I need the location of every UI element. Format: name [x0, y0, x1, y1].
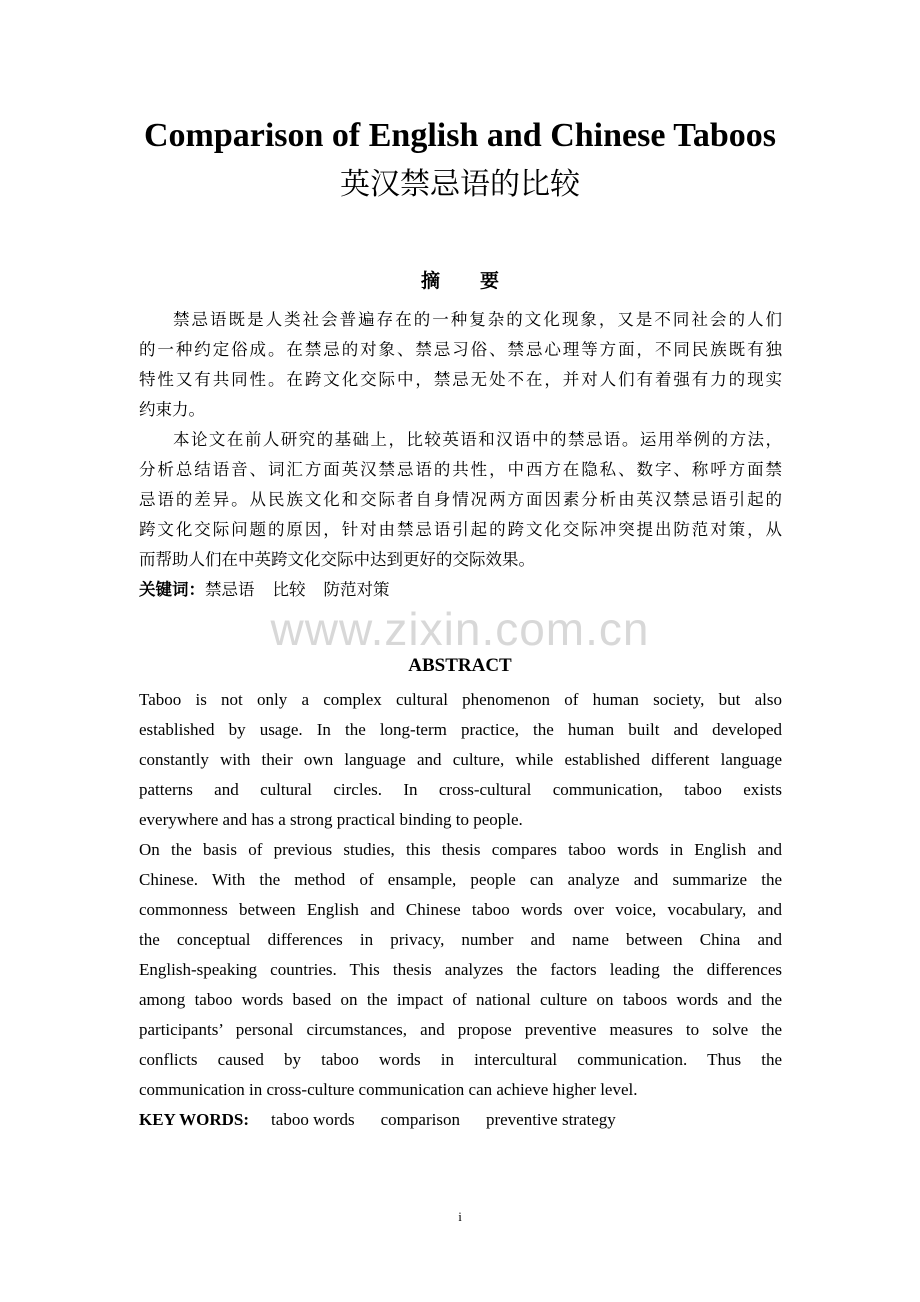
- keyword: 防范对策: [323, 580, 390, 599]
- text-line: participants’ personal circumstances, and propose preventive measures to solve the: [139, 1020, 782, 1039]
- text-line: commonness between English and Chinese taboo words over voice, vocabulary, and: [139, 900, 782, 919]
- keyword: taboo words: [271, 1110, 355, 1129]
- text-line: communication in cross-culture communication can achieve higher level.: [139, 1080, 638, 1099]
- text-line: 而帮助人们在中英跨文化交际中达到更好的交际效果。: [139, 550, 535, 569]
- text-line: 特性又有共同性。在跨文化交际中，禁忌无处不在，并对人们有着强有力的现实: [139, 370, 782, 389]
- keyword: 禁忌语: [205, 580, 255, 599]
- title-english: Comparison of English and Chinese Taboos: [143, 117, 777, 154]
- keywords-label: KEY WORDS:: [139, 1110, 250, 1129]
- watermark: www.zixin.com.cn: [270, 603, 650, 655]
- keywords-chinese: [139, 575, 782, 605]
- keyword: 比较: [272, 580, 306, 599]
- text-line: On the basis of previous studies, this thesis compares taboo words in English and: [139, 840, 782, 859]
- text-line: Chinese. With the method of ensample, people can analyze and summarize the: [139, 870, 782, 889]
- text-line: the conceptual differences in privacy, number and name between China and: [139, 930, 782, 949]
- text-line: patterns and cultural circles. In cross-cultural communication, taboo exists: [139, 780, 782, 799]
- abstract-chinese-body: [139, 305, 782, 605]
- text-line: 本论文在前人研究的基础上，比较英语和汉语中的禁忌语。运用举例的方法，: [173, 430, 782, 449]
- abstract-english-body: [139, 685, 782, 1135]
- text-line: established by usage. In the long-term practice, the human built and developed: [139, 720, 782, 739]
- text-line: among taboo words based on the impact of national culture on taboos words and the: [139, 990, 782, 1009]
- text-line: 的一种约定俗成。在禁忌的对象、禁忌习俗、禁忌心理等方面，不同民族既有独: [139, 340, 782, 359]
- text-line: everywhere and has a strong practical binding to people.: [139, 810, 523, 829]
- keyword: preventive strategy: [485, 1110, 616, 1129]
- text-line: conflicts caused by taboo words in intercultural communication. Thus the: [139, 1050, 782, 1069]
- title-chinese: 英汉禁忌语的比较: [340, 167, 580, 202]
- text-line: 分析总结语音、词汇方面英汉禁忌语的共性，中西方在隐私、数字、称呼方面禁: [139, 460, 782, 479]
- abstract-english-paragraph-2: [139, 835, 782, 1105]
- keywords-english: [139, 1105, 782, 1135]
- text-line: 跨文化交际问题的原因，针对由禁忌语引起的跨文化交际冲突提出防范对策，从: [139, 520, 782, 539]
- abstract-chinese-paragraph-1: [139, 305, 782, 425]
- page-number: i: [458, 1209, 462, 1224]
- text-line: constantly with their own language and culture, while established different language: [139, 750, 782, 769]
- abstract-heading-chinese: 摘要: [420, 270, 539, 292]
- keyword: comparison: [380, 1110, 460, 1129]
- text-line: 约束力。: [139, 400, 205, 419]
- abstract-chinese-paragraph-2: [139, 425, 782, 575]
- text-line: Taboo is not only a complex cultural phenomenon of human society, but also: [139, 690, 782, 709]
- text-line: 禁忌语既是人类社会普遍存在的一种复杂的文化现象，又是不同社会的人们: [173, 310, 782, 329]
- keywords-label: 关键词：: [139, 580, 205, 599]
- abstract-heading-english: ABSTRACT: [408, 655, 512, 676]
- abstract-english-paragraph-1: [139, 685, 782, 835]
- text-line: English-speaking countries. This thesis analyzes the factors leading the differences: [139, 960, 782, 979]
- text-line: 忌语的差异。从民族文化和交际者自身情况两方面因素分析由英汉禁忌语引起的: [139, 490, 782, 509]
